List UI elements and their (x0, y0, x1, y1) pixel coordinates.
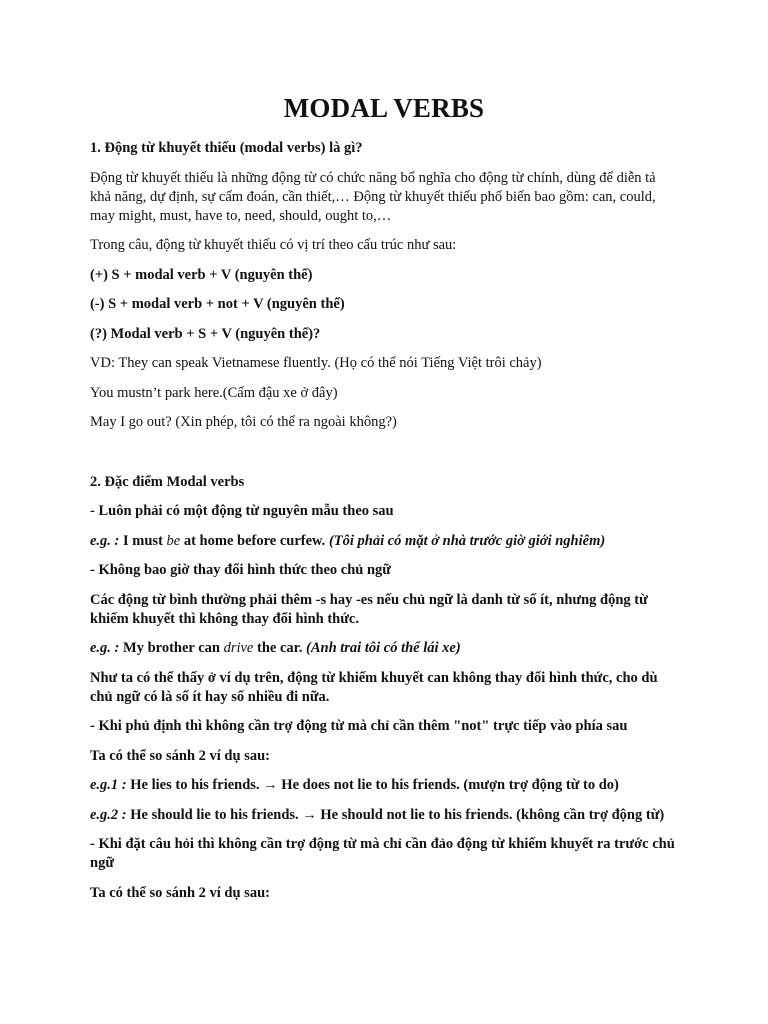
rule-2-note: Như ta có thể thấy ở ví dụ trên, động từ khiếm khuyết can không thay đổi hình thức, cho dù chủ ngữ có là số ít hay số nhiều đi nữa. (90, 669, 658, 705)
example-eg-2 (90, 639, 678, 658)
example-line-1: VD: They can speak Vietnamese fluently. (Họ có thể nói Tiếng Việt trôi chảy) (90, 355, 542, 371)
eg-text: I must (119, 532, 167, 549)
eg-label: e.g. : (90, 532, 120, 549)
eg-label: e.g.1 : (90, 777, 127, 793)
rule-1: - Luôn phải có một động từ nguyên mẫu theo sau (90, 503, 394, 519)
eg-text: He should lie to his friends. → He should not lie to his friends. (không cần trợ động từ) (126, 806, 665, 823)
eg-text: the car. (253, 640, 306, 656)
rule-3: - Khi phủ định thì không cần trợ động từ mà chỉ cần thêm "not" trực tiếp vào phía sau (90, 718, 628, 734)
comparison-intro-1: Ta có thể so sánh 2 ví dụ sau: (90, 747, 270, 764)
example-eg-1 (90, 532, 678, 551)
document-body (90, 139, 678, 913)
eg-text: He lies to his friends. → He does not lie to his friends. (mượn trợ động từ to do) (126, 777, 619, 793)
eg-verb: be (166, 532, 181, 549)
section-1-heading: 1. Động từ khuyết thiếu (modal verbs) là gì? (90, 140, 363, 156)
example-line-2: You mustn’t park here.(Cấm đậu xe ở đây) (90, 384, 338, 401)
eg-translation: (Anh trai tôi có thể lái xe) (306, 640, 461, 656)
eg-text: at home before curfew. (180, 532, 329, 549)
definition-paragraph: Động từ khuyết thiếu là những động từ có chức năng bổ nghĩa cho động từ chính, dùng để diễn tả khả năng, dự định, sự cấm đoán, cần thiết,… Động từ khuyết thiếu phổ biến bao gồm: can, could, may might, must, have to, need, should, ought to,… (90, 169, 656, 224)
comparison-intro-2: Ta có thể so sánh 2 ví dụ sau: (90, 884, 270, 901)
eg-text: My brother can (119, 640, 224, 656)
section-2-heading: 2. Đặc điểm Modal verbs (90, 473, 245, 490)
formula-question: (?) Modal verb + S + V (nguyên thể)? (90, 325, 321, 342)
eg-translation: (Tôi phải có mặt ở nhà trước giờ giới nghiêm) (328, 532, 606, 549)
eg-label: e.g. : (90, 640, 120, 656)
example-eg-4 (90, 806, 678, 825)
rule-2: - Không bao giờ thay đổi hình thức theo chủ ngữ (90, 562, 392, 578)
eg-label: e.g.2 : (90, 806, 127, 823)
example-line-3: May I go out? (Xin phép, tôi có thể ra ngoài không?) (90, 414, 397, 430)
formula-negative: (-) S + modal verb + not + V (nguyên thể) (90, 296, 345, 312)
rule-4: - Khi đặt câu hỏi thì không cần trợ động từ mà chỉ cần đảo động từ khiếm khuyết ra trước chủ ngữ (90, 836, 675, 871)
formula-positive: (+) S + modal verb + V (nguyên thể) (90, 266, 313, 283)
structure-intro: Trong câu, động từ khuyết thiếu có vị trí theo cấu trúc như sau: (90, 237, 457, 253)
section-spacer (90, 443, 678, 473)
document-title: MODAL VERBS (283, 93, 485, 123)
rule-2-explanation: Các động từ bình thường phải thêm -s hay -es nếu chủ ngữ là danh từ số ít, nhưng động từ khiếm khuyết thì không thay đổi hình thức. (90, 591, 648, 627)
eg-verb: drive (223, 640, 254, 656)
example-eg-3 (90, 776, 678, 795)
